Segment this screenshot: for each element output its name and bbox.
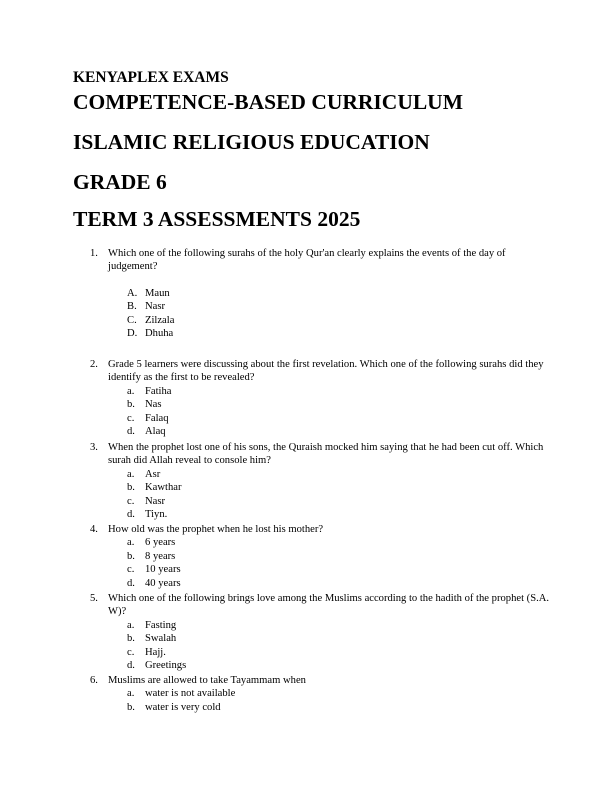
- option-text: Dhuha: [145, 327, 174, 339]
- option-text: 10 years: [145, 564, 181, 576]
- option-a: [90, 536, 550, 549]
- question-text: When the prophet lost one of his sons, the Quraish mocked him saying that he had been cut off. Which surah did Allah reveal to console him?: [108, 442, 544, 467]
- term-heading: TERM 3 ASSESSMENTS 2025: [73, 207, 361, 231]
- option-c: [90, 646, 550, 659]
- option-letter: d.: [127, 577, 135, 589]
- question-text: Which one of the following surahs of the holy Qur'an clearly explains the events of the day of judgement?: [108, 248, 506, 273]
- options-list: [90, 287, 550, 341]
- option-text: water is very cold: [145, 701, 221, 713]
- question-text: Which one of the following brings love among the Muslims according to the hadith of the prophet (S.A. W)?: [108, 593, 550, 618]
- question-2: [90, 358, 550, 438]
- option-letter: c.: [127, 646, 135, 658]
- options-list: [90, 687, 550, 714]
- option-letter: b.: [127, 550, 135, 562]
- option-d: [90, 577, 550, 590]
- option-letter: a.: [127, 619, 135, 631]
- option-text: Alaq: [145, 425, 166, 437]
- question-5: [90, 592, 550, 672]
- option-text: Maun: [145, 287, 170, 299]
- option-c: [90, 563, 550, 576]
- curriculum-heading: COMPETENCE-BASED CURRICULUM: [73, 90, 464, 114]
- option-text: Hajj.: [145, 646, 166, 658]
- options-list: [90, 619, 550, 673]
- question-6: [90, 674, 550, 714]
- question-1: [90, 247, 550, 340]
- option-letter: C.: [127, 314, 137, 326]
- option-b: [90, 632, 550, 645]
- option-text: Tiyn.: [145, 508, 168, 520]
- options-list: [90, 468, 550, 522]
- option-letter: D.: [127, 327, 138, 339]
- option-text: Nasr: [145, 495, 166, 507]
- option-text: 8 years: [145, 550, 176, 562]
- option-text: Swalah: [145, 633, 177, 645]
- options-list: [90, 536, 550, 590]
- option-letter: b.: [127, 633, 135, 645]
- option-a: [90, 619, 550, 632]
- question-3: [90, 441, 550, 521]
- option-letter: d.: [127, 659, 135, 671]
- option-a: [90, 687, 550, 700]
- option-letter: c.: [127, 564, 135, 576]
- option-letter: d.: [127, 425, 135, 437]
- option-text: Fatiha: [145, 385, 172, 397]
- question-number: 5.: [90, 593, 98, 604]
- option-text: Zilzala: [145, 314, 175, 326]
- option-d: [90, 508, 550, 521]
- question-number: 3.: [90, 442, 98, 453]
- option-a: [90, 468, 550, 481]
- option-text: Nasr: [145, 301, 166, 313]
- option-text: Nas: [145, 399, 162, 411]
- option-text: Falaq: [145, 412, 169, 424]
- option-text: Kawthar: [145, 482, 182, 494]
- option-letter: a.: [127, 385, 135, 397]
- option-text: Greetings: [145, 659, 187, 671]
- option-b: [90, 550, 550, 563]
- option-letter: b.: [127, 399, 135, 411]
- option-b: [90, 481, 550, 494]
- option-letter: a.: [127, 537, 135, 549]
- question-number: 2.: [90, 359, 98, 370]
- option-d: [90, 327, 550, 340]
- option-c: [90, 412, 550, 425]
- grade-heading: GRADE 6: [73, 170, 167, 194]
- option-letter: B.: [127, 301, 137, 313]
- option-letter: a.: [127, 688, 135, 700]
- option-c: [90, 495, 550, 508]
- option-a: [90, 287, 550, 300]
- question-text: How old was the prophet when he lost his mother?: [108, 524, 324, 535]
- question-text: Grade 5 learners were discussing about the first revelation. Which one of the following surahs did they identify as the first to be revealed?: [108, 359, 544, 384]
- option-text: 6 years: [145, 537, 176, 549]
- option-text: 40 years: [145, 577, 181, 589]
- option-letter: b.: [127, 482, 135, 494]
- option-d: [90, 659, 550, 672]
- question-number: 1.: [90, 248, 98, 259]
- subject-heading: ISLAMIC RELIGIOUS EDUCATION: [73, 130, 430, 154]
- question-4: [90, 523, 550, 590]
- option-letter: a.: [127, 468, 135, 480]
- option-c: [90, 314, 550, 327]
- option-b: [90, 300, 550, 313]
- question-number: 6.: [90, 675, 98, 686]
- option-letter: A.: [127, 287, 138, 299]
- option-letter: c.: [127, 412, 135, 424]
- question-text: Muslims are allowed to take Tayammam when: [108, 675, 306, 686]
- option-d: [90, 425, 550, 438]
- question-number: 4.: [90, 524, 98, 535]
- publisher-heading: KENYAPLEX EXAMS: [73, 69, 229, 86]
- option-b: [90, 701, 550, 714]
- option-a: [90, 385, 550, 398]
- option-text: water is not available: [145, 688, 236, 700]
- option-text: Asr: [145, 468, 161, 480]
- options-list: [90, 385, 550, 439]
- option-letter: d.: [127, 508, 135, 520]
- option-letter: b.: [127, 701, 135, 713]
- option-text: Fasting: [145, 619, 177, 631]
- option-letter: c.: [127, 495, 135, 507]
- option-b: [90, 398, 550, 411]
